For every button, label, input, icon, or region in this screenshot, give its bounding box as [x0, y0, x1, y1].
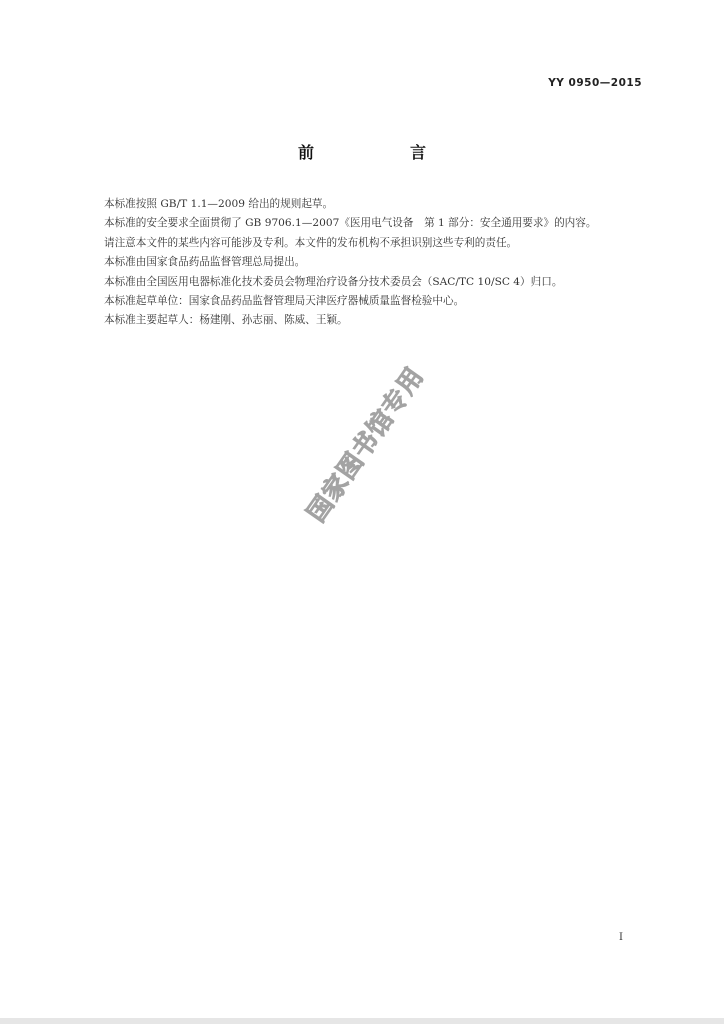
page-title: 前 言	[297, 143, 466, 162]
paragraph-drafting-organization: 本标准起草单位：国家食品药品监督管理局天津医疗器械质量监督检验中心。	[104, 295, 465, 308]
paragraph-technical-committee: 本标准由全国医用电器标准化技术委员会物理治疗设备分技术委员会（SAC/TC 10/SC 4）归口。	[104, 275, 563, 288]
standard-number: YY 0950—2015	[548, 77, 642, 89]
page-bottom-edge	[0, 1018, 724, 1024]
paragraph-drafting-rules: 本标准按照 GB/T 1.1—2009 给出的规则起草。	[104, 198, 334, 210]
paragraph-drafters: 本标准主要起草人：杨建刚、孙志丽、陈威、王颖。	[104, 314, 348, 327]
library-watermark: 国家图书馆专用	[301, 361, 430, 528]
paragraph-proposer: 本标准由国家食品药品监督管理总局提出。	[104, 256, 306, 269]
page-number: I	[619, 932, 623, 943]
paragraph-safety-requirements: 本标准的安全要求全面贯彻了 GB 9706.1—2007《医用电气设备 第 1 部分：安全通用要求》的内容。	[104, 217, 597, 230]
paragraph-patent-notice: 请注意本文件的某些内容可能涉及专利。本文件的发布机构不承担识别这些专利的责任。	[104, 236, 518, 249]
foreword-body	[83, 195, 643, 331]
